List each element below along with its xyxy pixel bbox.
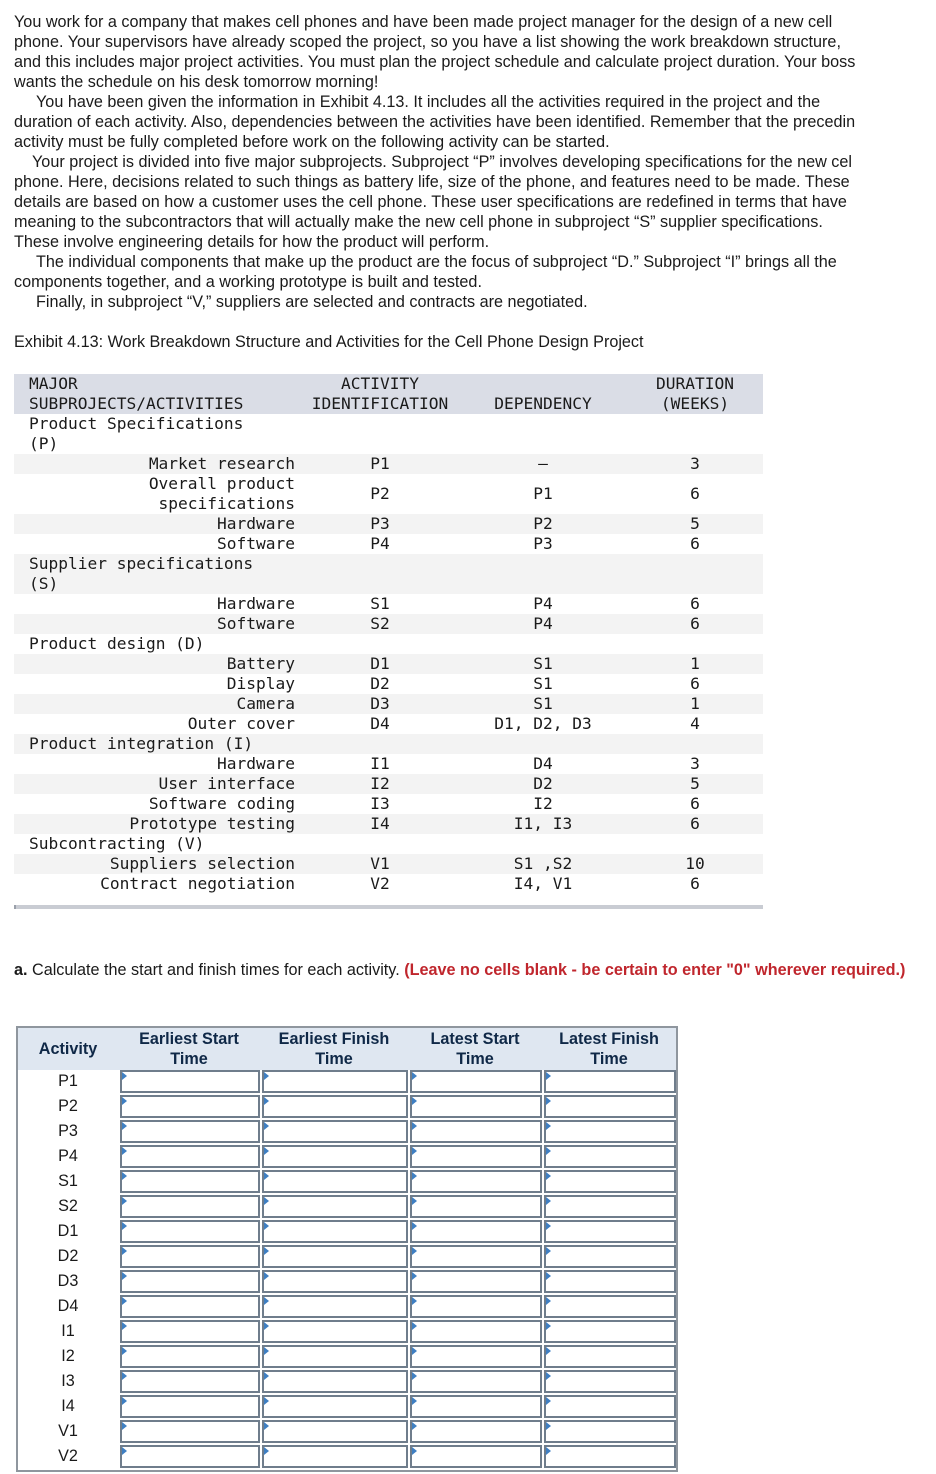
latest-start-input[interactable] (410, 1095, 542, 1118)
input-marker-icon (122, 1122, 127, 1130)
latest-finish-cell (542, 1420, 676, 1445)
latest-start-cell (408, 1095, 542, 1120)
answer-row-label: I4 (18, 1395, 118, 1420)
earliest-finish-cell (260, 1270, 408, 1295)
input-marker-icon (546, 1222, 551, 1230)
earliest-start-cell (118, 1170, 260, 1195)
earliest-finish-input[interactable] (262, 1120, 408, 1143)
header-latest-finish: Latest Finish Time (542, 1028, 676, 1070)
earliest-start-cell (118, 1370, 260, 1395)
earliest-start-cell (118, 1395, 260, 1420)
earliest-start-input[interactable] (120, 1295, 260, 1318)
latest-finish-cell (542, 1220, 676, 1245)
input-marker-icon (122, 1347, 127, 1355)
header-earliest-finish: Earliest Finish Time (260, 1028, 408, 1070)
latest-start-input[interactable] (410, 1120, 542, 1143)
latest-start-cell (408, 1345, 542, 1370)
earliest-finish-cell (260, 1095, 408, 1120)
latest-finish-input[interactable] (544, 1370, 676, 1393)
input-marker-icon (264, 1272, 269, 1280)
input-marker-icon (122, 1247, 127, 1255)
answer-row (18, 1070, 676, 1095)
latest-start-input[interactable] (410, 1445, 542, 1468)
answer-row-label: D1 (18, 1220, 118, 1245)
input-marker-icon (264, 1097, 269, 1105)
latest-finish-input[interactable] (544, 1120, 676, 1143)
input-marker-icon (546, 1172, 551, 1180)
earliest-start-input[interactable] (120, 1220, 260, 1243)
latest-finish-cell (542, 1120, 676, 1145)
input-marker-icon (122, 1422, 127, 1430)
latest-finish-input[interactable] (544, 1145, 676, 1168)
latest-finish-input[interactable] (544, 1170, 676, 1193)
input-marker-icon (264, 1147, 269, 1155)
latest-finish-input[interactable] (544, 1320, 676, 1343)
header-identification: ACTIVITY IDENTIFICATION (301, 374, 459, 414)
input-marker-icon (412, 1347, 417, 1355)
answer-row (18, 1120, 676, 1145)
latest-start-input[interactable] (410, 1195, 542, 1218)
input-marker-icon (264, 1222, 269, 1230)
wbs-row: Hardware I1 D4 3 (14, 754, 763, 774)
latest-finish-cell (542, 1395, 676, 1420)
group-row-s (14, 554, 763, 594)
latest-finish-input[interactable] (544, 1395, 676, 1418)
latest-start-cell (408, 1070, 542, 1095)
input-marker-icon (412, 1172, 417, 1180)
latest-finish-cell (542, 1245, 676, 1270)
input-marker-icon (546, 1372, 551, 1380)
latest-finish-cell (542, 1320, 676, 1345)
answer-body (18, 1070, 676, 1470)
answer-row (18, 1395, 676, 1420)
earliest-start-input[interactable] (120, 1120, 260, 1143)
question-prefix: a. (14, 961, 28, 979)
latest-finish-input[interactable] (544, 1445, 676, 1468)
earliest-start-input[interactable] (120, 1420, 260, 1443)
earliest-start-input[interactable] (120, 1345, 260, 1368)
earliest-start-cell (118, 1145, 260, 1170)
earliest-finish-cell (260, 1120, 408, 1145)
answer-row (18, 1270, 676, 1295)
earliest-finish-cell (260, 1070, 408, 1095)
latest-start-input[interactable] (410, 1170, 542, 1193)
earliest-finish-input[interactable] (262, 1170, 408, 1193)
input-marker-icon (122, 1097, 127, 1105)
latest-finish-input[interactable] (544, 1295, 676, 1318)
input-marker-icon (122, 1172, 127, 1180)
input-marker-icon (412, 1247, 417, 1255)
earliest-start-cell (118, 1070, 260, 1095)
earliest-finish-input[interactable] (262, 1270, 408, 1293)
latest-finish-cell (542, 1195, 676, 1220)
answer-row (18, 1445, 676, 1470)
answer-row (18, 1320, 676, 1345)
wbs-row: Contract negotiation V2 I4, V1 6 (14, 874, 763, 894)
input-marker-icon (546, 1122, 551, 1130)
answer-row-label: P1 (18, 1070, 118, 1095)
latest-finish-cell (542, 1070, 676, 1095)
latest-start-input[interactable] (410, 1270, 542, 1293)
input-marker-icon (122, 1072, 127, 1080)
latest-start-cell (408, 1445, 542, 1470)
input-marker-icon (412, 1322, 417, 1330)
earliest-finish-cell (260, 1345, 408, 1370)
latest-start-input[interactable] (410, 1420, 542, 1443)
latest-finish-input[interactable] (544, 1220, 676, 1243)
earliest-start-cell (118, 1270, 260, 1295)
latest-start-cell (408, 1295, 542, 1320)
wbs-row: Display D2 S1 6 (14, 674, 763, 694)
answer-row-label: I3 (18, 1370, 118, 1395)
earliest-finish-input[interactable] (262, 1070, 408, 1093)
answer-row (18, 1195, 676, 1220)
earliest-finish-cell (260, 1370, 408, 1395)
answer-row-label: S2 (18, 1195, 118, 1220)
question-text (14, 960, 914, 980)
wbs-row: User interface I2 D2 5 (14, 774, 763, 794)
answer-row-label: V1 (18, 1420, 118, 1445)
answer-row (18, 1420, 676, 1445)
group-label-v: Subcontracting (V) (14, 834, 763, 854)
earliest-start-input[interactable] (120, 1445, 260, 1468)
answer-row-label: D2 (18, 1245, 118, 1270)
earliest-start-input[interactable] (120, 1070, 260, 1093)
wbs-row: Prototype testing I4 I1, I3 6 (14, 814, 763, 834)
wbs-row: Overall product specifications P2 P1 6 (14, 474, 763, 514)
input-marker-icon (264, 1297, 269, 1305)
header-activity: Activity (18, 1028, 118, 1070)
latest-start-input[interactable] (410, 1220, 542, 1243)
input-marker-icon (412, 1197, 417, 1205)
answer-row (18, 1170, 676, 1195)
earliest-finish-input[interactable] (262, 1245, 408, 1268)
input-marker-icon (122, 1372, 127, 1380)
answer-row-label: I1 (18, 1320, 118, 1345)
answer-row-label: P2 (18, 1095, 118, 1120)
answer-header-row (18, 1028, 676, 1070)
earliest-start-cell (118, 1195, 260, 1220)
wbs-header-row (14, 374, 763, 414)
earliest-finish-input[interactable] (262, 1445, 408, 1468)
latest-finish-input[interactable] (544, 1195, 676, 1218)
wbs-table (14, 374, 763, 894)
answer-row (18, 1370, 676, 1395)
wbs-row: Software S2 P4 6 (14, 614, 763, 634)
intro-paragraph-2: You have been given the information in Exhibit 4.13. It includes all the activities required in the project and the duration of each activity. Also, dependencies between the activities have been identified. Remember that the precedin activity must be fully completed before work on the following activity can be started. (14, 93, 856, 151)
input-marker-icon (546, 1147, 551, 1155)
input-marker-icon (412, 1447, 417, 1455)
question-instruction: Calculate the start and finish times for each activity. (32, 961, 400, 979)
wbs-row: Camera D3 S1 1 (14, 694, 763, 714)
answer-row (18, 1345, 676, 1370)
earliest-start-cell (118, 1120, 260, 1145)
earliest-finish-cell (260, 1295, 408, 1320)
earliest-finish-input[interactable] (262, 1295, 408, 1318)
earliest-finish-cell (260, 1320, 408, 1345)
latest-finish-cell (542, 1295, 676, 1320)
wbs-row: Outer cover D4 D1, D2, D3 4 (14, 714, 763, 734)
earliest-finish-cell (260, 1145, 408, 1170)
intro-paragraph-1: You work for a company that makes cell phones and have been made project manager for the design of a new cell phone. Your supervisors have already scoped the project, so you have a list showing the work breakdown structure, and this includes major project activities. You must plan the project schedule and calculate project duration. Your boss wants the schedule on his desk tomorrow morning! (14, 13, 856, 91)
earliest-start-input[interactable] (120, 1395, 260, 1418)
latest-finish-input[interactable] (544, 1245, 676, 1268)
earliest-finish-input[interactable] (262, 1345, 408, 1368)
latest-finish-input[interactable] (544, 1420, 676, 1443)
latest-start-input[interactable] (410, 1145, 542, 1168)
answer-table (16, 1026, 678, 1472)
input-marker-icon (546, 1447, 551, 1455)
latest-start-input[interactable] (410, 1320, 542, 1343)
input-marker-icon (412, 1272, 417, 1280)
earliest-finish-input[interactable] (262, 1095, 408, 1118)
latest-finish-cell (542, 1095, 676, 1120)
answer-row-label: V2 (18, 1445, 118, 1470)
earliest-start-input[interactable] (120, 1245, 260, 1268)
earliest-start-input[interactable] (120, 1170, 260, 1193)
input-marker-icon (264, 1422, 269, 1430)
earliest-finish-cell (260, 1445, 408, 1470)
latest-start-cell (408, 1245, 542, 1270)
answer-row (18, 1295, 676, 1320)
earliest-start-input[interactable] (120, 1195, 260, 1218)
input-marker-icon (412, 1147, 417, 1155)
latest-start-input[interactable] (410, 1245, 542, 1268)
earliest-start-cell (118, 1320, 260, 1345)
earliest-finish-cell (260, 1395, 408, 1420)
earliest-finish-input[interactable] (262, 1420, 408, 1443)
group-label-s: Supplier specifications (S) (14, 554, 763, 594)
header-latest-start: Latest Start Time (408, 1028, 542, 1070)
earliest-start-cell (118, 1420, 260, 1445)
earliest-start-input[interactable] (120, 1370, 260, 1393)
latest-finish-input[interactable] (544, 1095, 676, 1118)
earliest-finish-cell (260, 1195, 408, 1220)
intro-paragraph-4: The individual components that make up the product are the focus of subproject “D.” Subproject “I” brings all the components together, and a working prototype is built and tested. (14, 253, 837, 291)
header-duration: DURATION (WEEKS) (627, 374, 763, 414)
latest-start-input[interactable] (410, 1295, 542, 1318)
input-marker-icon (264, 1247, 269, 1255)
table-divider (14, 905, 763, 909)
input-marker-icon (122, 1297, 127, 1305)
input-marker-icon (122, 1222, 127, 1230)
earliest-finish-cell (260, 1170, 408, 1195)
earliest-finish-input[interactable] (262, 1145, 408, 1168)
latest-finish-cell (542, 1345, 676, 1370)
input-marker-icon (546, 1297, 551, 1305)
latest-finish-cell (542, 1370, 676, 1395)
latest-start-cell (408, 1395, 542, 1420)
earliest-finish-input[interactable] (262, 1220, 408, 1243)
latest-finish-input[interactable] (544, 1270, 676, 1293)
input-marker-icon (264, 1397, 269, 1405)
group-label-d: Product design (D) (14, 634, 763, 654)
earliest-start-cell (118, 1245, 260, 1270)
answer-row (18, 1245, 676, 1270)
input-marker-icon (122, 1147, 127, 1155)
input-marker-icon (412, 1122, 417, 1130)
input-marker-icon (412, 1297, 417, 1305)
header-earliest-start: Earliest Start Time (118, 1028, 260, 1070)
latest-finish-cell (542, 1170, 676, 1195)
input-marker-icon (546, 1097, 551, 1105)
wbs-row: Battery D1 S1 1 (14, 654, 763, 674)
answer-row-label: D3 (18, 1270, 118, 1295)
input-marker-icon (264, 1347, 269, 1355)
wbs-row: Hardware P3 P2 5 (14, 514, 763, 534)
latest-start-cell (408, 1145, 542, 1170)
answer-row-label: P3 (18, 1120, 118, 1145)
wbs-row: Market research P1 — 3 (14, 454, 763, 474)
answer-row-label: I2 (18, 1345, 118, 1370)
group-row-p (14, 414, 763, 454)
earliest-start-cell (118, 1095, 260, 1120)
input-marker-icon (546, 1422, 551, 1430)
earliest-start-cell (118, 1345, 260, 1370)
latest-start-cell (408, 1195, 542, 1220)
latest-start-input[interactable] (410, 1395, 542, 1418)
latest-start-cell (408, 1420, 542, 1445)
input-marker-icon (412, 1222, 417, 1230)
group-row-v (14, 834, 763, 854)
input-marker-icon (546, 1247, 551, 1255)
input-marker-icon (412, 1372, 417, 1380)
answer-row (18, 1220, 676, 1245)
input-marker-icon (264, 1322, 269, 1330)
latest-start-cell (408, 1120, 542, 1145)
earliest-finish-input[interactable] (262, 1320, 408, 1343)
wbs-row: Software P4 P3 6 (14, 534, 763, 554)
group-label-i: Product integration (I) (14, 734, 763, 754)
input-marker-icon (122, 1197, 127, 1205)
input-marker-icon (546, 1272, 551, 1280)
latest-start-cell (408, 1220, 542, 1245)
input-marker-icon (546, 1072, 551, 1080)
latest-start-cell (408, 1270, 542, 1295)
group-row-d (14, 634, 763, 654)
input-marker-icon (546, 1397, 551, 1405)
earliest-start-cell (118, 1295, 260, 1320)
input-marker-icon (122, 1397, 127, 1405)
input-marker-icon (264, 1447, 269, 1455)
earliest-start-input[interactable] (120, 1145, 260, 1168)
latest-start-input[interactable] (410, 1345, 542, 1368)
input-marker-icon (264, 1197, 269, 1205)
latest-finish-cell (542, 1445, 676, 1470)
input-marker-icon (264, 1372, 269, 1380)
latest-finish-input[interactable] (544, 1070, 676, 1093)
wbs-row: Software coding I3 I2 6 (14, 794, 763, 814)
input-marker-icon (264, 1172, 269, 1180)
exhibit-caption: Exhibit 4.13: Work Breakdown Structure and Activities for the Cell Phone Design Project (14, 333, 644, 351)
earliest-finish-cell (260, 1420, 408, 1445)
latest-finish-input[interactable] (544, 1345, 676, 1368)
answer-row (18, 1145, 676, 1170)
input-marker-icon (264, 1072, 269, 1080)
earliest-start-input[interactable] (120, 1320, 260, 1343)
input-marker-icon (122, 1272, 127, 1280)
answer-row-label: P4 (18, 1145, 118, 1170)
earliest-start-cell (118, 1445, 260, 1470)
input-marker-icon (122, 1322, 127, 1330)
input-marker-icon (546, 1197, 551, 1205)
intro-paragraph-3: Your project is divided into five major subprojects. Subproject “P” involves developing specifications for the new cel phone. Here, decisions related to such things as battery life, size of the phone, and features need to be made. These details are based on how a customer uses the cell phone. These user specifications are redefined in terms that have meaning to the subcontractors that will actually make the new cell phone in subproject “S” supplier specifications. These involve engineering details for how the product will perform. (14, 153, 852, 251)
latest-start-cell (408, 1170, 542, 1195)
latest-start-input[interactable] (410, 1070, 542, 1093)
intro-paragraph-5: Finally, in subproject “V,” suppliers are selected and contracts are negotiated. (36, 293, 588, 311)
question-note: (Leave no cells blank - be certain to enter "0" wherever required.) (404, 961, 906, 979)
wbs-row: Suppliers selection V1 S1 ,S2 10 (14, 854, 763, 874)
latest-finish-cell (542, 1145, 676, 1170)
earliest-start-input[interactable] (120, 1095, 260, 1118)
earliest-start-input[interactable] (120, 1270, 260, 1293)
header-activities: MAJOR SUBPROJECTS/ACTIVITIES (14, 374, 301, 414)
input-marker-icon (412, 1072, 417, 1080)
earliest-finish-input[interactable] (262, 1195, 408, 1218)
answer-row-label: S1 (18, 1170, 118, 1195)
input-marker-icon (264, 1122, 269, 1130)
header-dependency: DEPENDENCY (459, 374, 627, 414)
input-marker-icon (546, 1347, 551, 1355)
group-row-i (14, 734, 763, 754)
earliest-finish-input[interactable] (262, 1370, 408, 1393)
earliest-finish-cell (260, 1220, 408, 1245)
latest-finish-cell (542, 1270, 676, 1295)
latest-start-input[interactable] (410, 1370, 542, 1393)
earliest-finish-input[interactable] (262, 1395, 408, 1418)
wbs-row: Hardware S1 P4 6 (14, 594, 763, 614)
latest-start-cell (408, 1320, 542, 1345)
input-marker-icon (122, 1447, 127, 1455)
earliest-finish-cell (260, 1245, 408, 1270)
group-label-p: Product Specifications (P) (14, 414, 763, 454)
earliest-start-cell (118, 1220, 260, 1245)
answer-row (18, 1095, 676, 1120)
input-marker-icon (546, 1322, 551, 1330)
input-marker-icon (412, 1097, 417, 1105)
input-marker-icon (412, 1397, 417, 1405)
latest-start-cell (408, 1370, 542, 1395)
input-marker-icon (412, 1422, 417, 1430)
answer-row-label: D4 (18, 1295, 118, 1320)
